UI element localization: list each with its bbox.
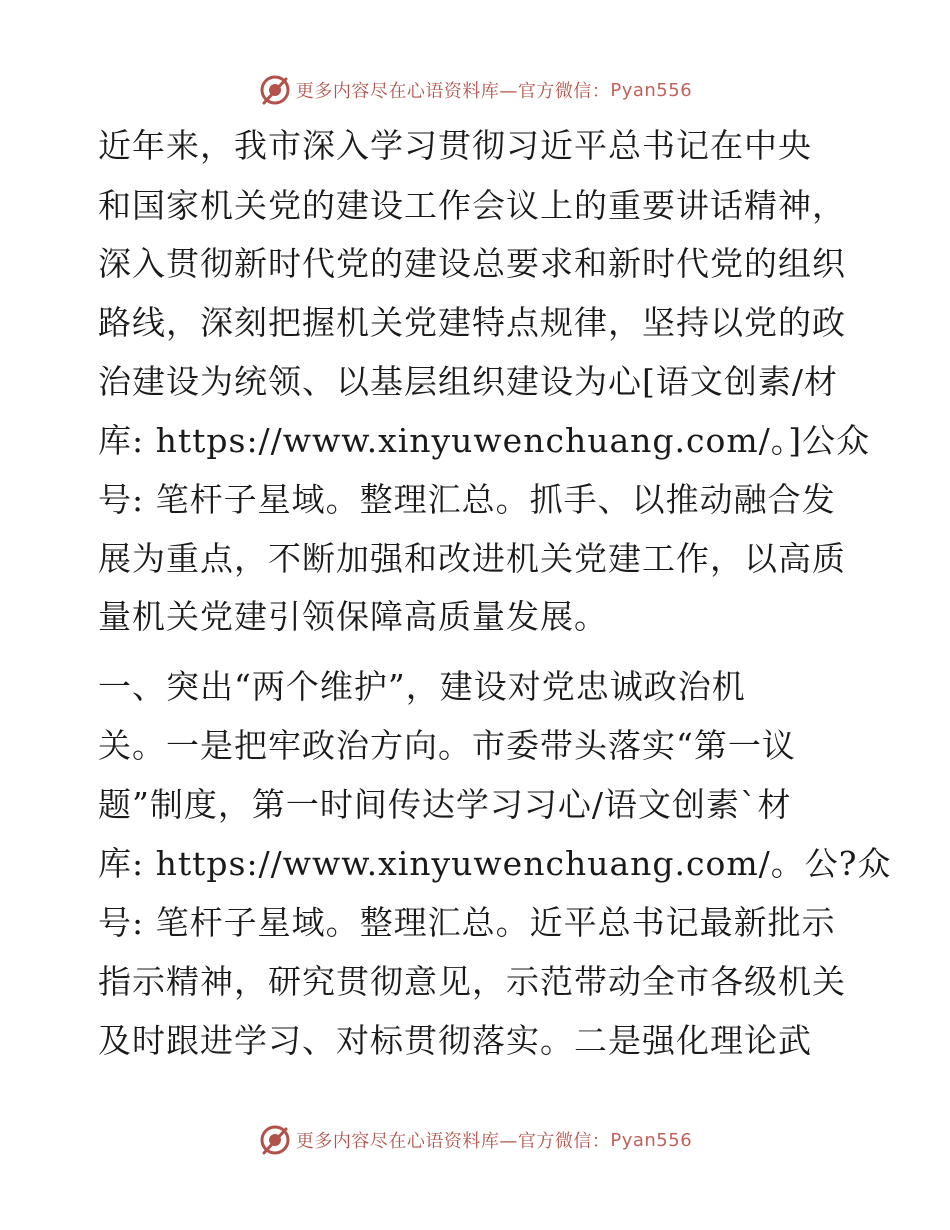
text-line: 展为重点，不断加强和改进机关党建工作，以高质 — [98, 539, 846, 578]
quill-logo-icon — [258, 73, 292, 107]
footer-watermark — [0, 1120, 950, 1160]
section-heading-line: 一、突出“两个维护”，建设对党忠诚政治机 — [98, 667, 746, 706]
text-line: 量机关党建引领保障高质量发展。 — [98, 597, 608, 636]
text-line: 近年来，我市深入学习贯彻习近平总书记在中央 — [98, 126, 812, 165]
text-line: 库: https://www.xinyuwenchuang.com/。]公众 — [98, 421, 871, 460]
text-line: 号: 笔杆子星域。整理汇总。近平总书记最新批示 — [98, 903, 836, 942]
header-watermark — [0, 70, 950, 110]
text-line: 库: https://www.xinyuwenchuang.com/。公?众 — [98, 844, 892, 883]
text-line: 路线，深刻把握机关党建特点规律，坚持以党的政 — [98, 303, 846, 342]
text-line: 关。一是把牢政治方向。市委带头落实“第一议 — [98, 726, 796, 765]
quill-logo-icon — [258, 1123, 292, 1157]
watermark-text: 更多内容尽在心语资料库—官方微信： — [295, 81, 611, 102]
text-line: 指示精神，研究贯彻意见，示范带动全市各级机关 — [98, 962, 846, 1001]
watermark-text: 更多内容尽在心语资料库—官方微信： — [295, 1131, 611, 1152]
text-line: 和国家机关党的建设工作会议上的重要讲话精神， — [98, 186, 846, 225]
text-line: 题”制度，第一时间传达学习习心/语文创素`材 — [98, 785, 792, 824]
text-line: 及时跟进学习、对标贯彻落实。二是强化理论武 — [98, 1021, 812, 1060]
watermark-id: Pyan556 — [610, 1129, 693, 1151]
text-line: 治建设为统领、以基层组织建设为心[语文创素/材 — [98, 362, 838, 401]
text-line: 号: 笔杆子星域。整理汇总。抓手、以推动融合发 — [98, 480, 836, 519]
watermark-id: Pyan556 — [610, 79, 693, 101]
text-line: 深入贯彻新时代党的建设总要求和新时代党的组织 — [98, 244, 846, 283]
